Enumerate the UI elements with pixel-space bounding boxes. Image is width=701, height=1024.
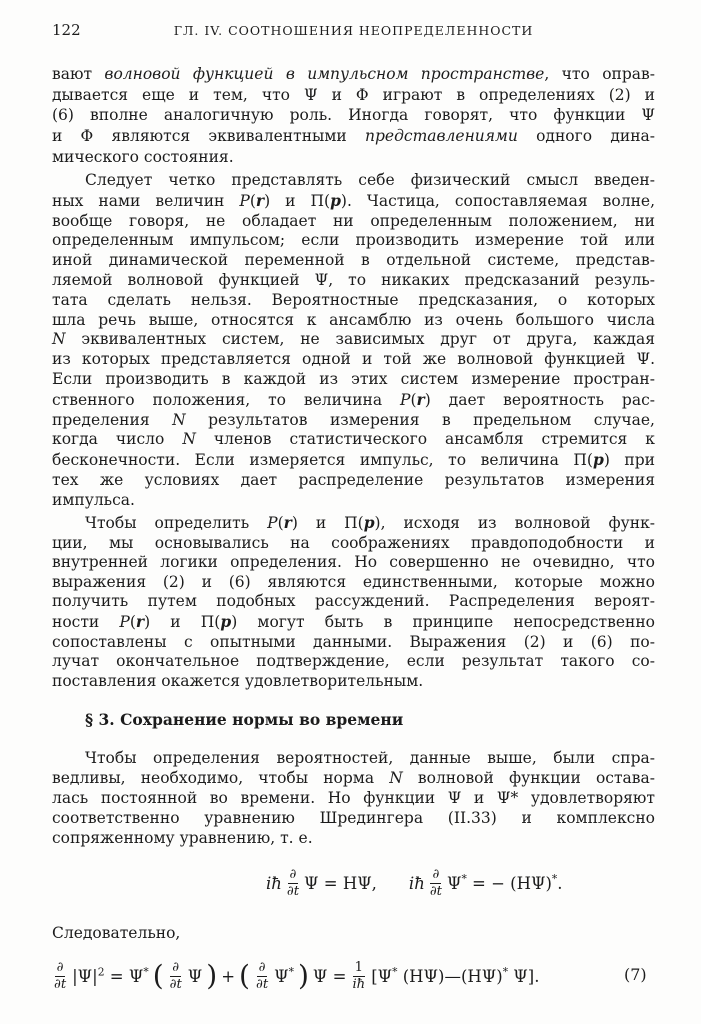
text-line: Чтобы определения вероятностей, данные выше, были спра-	[85, 749, 655, 767]
superscript: *	[502, 965, 509, 978]
math-vector: p	[220, 611, 232, 631]
text-segment: ) могут быть в принципе непосредственно	[231, 612, 656, 631]
fraction-denominator: ∂t	[256, 976, 269, 992]
text-line: выражения (2) и (6) являются единственными, которые можно	[52, 572, 655, 591]
text-segment: волновой функции остава-	[402, 769, 655, 787]
text-line	[52, 513, 655, 534]
superscript: 2	[97, 965, 105, 978]
text-line: сопоставлены с опытными данными. Выражения (2) и (6) по-	[52, 632, 655, 651]
text-segment: (	[129, 612, 136, 631]
superscript: *	[288, 965, 294, 978]
text-line: Следовательно,	[52, 924, 181, 942]
math-vector: r	[283, 513, 292, 532]
text-line: лучат окончательное подтверждение, если результат такого со-	[52, 652, 655, 671]
math-vector: r	[416, 389, 425, 409]
equation-term	[274, 967, 294, 986]
derivative-fraction	[285, 867, 301, 898]
equation-term	[447, 874, 563, 893]
math-symbol: N	[52, 330, 66, 349]
math-vector: p	[592, 450, 604, 470]
equation-term: iħ	[266, 873, 282, 893]
left-paren: (	[152, 958, 164, 992]
derivative-fraction	[52, 960, 68, 991]
text-segment: результатов измерения в предельном случае,	[185, 410, 655, 429]
fraction-numerator: ∂	[432, 867, 440, 883]
text-line	[52, 612, 655, 633]
section-heading: § 3. Сохранение нормы во времени	[85, 710, 404, 729]
text-line: импульса.	[52, 490, 135, 509]
text-segment: ) и Π(	[144, 612, 221, 631]
text-segment: ственного положения, то величина	[52, 390, 401, 409]
text-line: получить путем подобных рассуждений. Распределения вероят-	[52, 592, 655, 611]
text-segment: (	[410, 390, 417, 409]
text-line	[52, 390, 655, 411]
text-line	[52, 64, 655, 85]
plus-sign: +	[221, 966, 236, 986]
fraction-numerator: 1	[354, 960, 364, 976]
math-vector: p	[330, 190, 341, 210]
fraction-denominator: ∂t	[169, 976, 182, 992]
equation-term: Ψ =	[312, 966, 347, 986]
text-segment: ) при	[603, 451, 655, 470]
text-line: иной динамической переменной в отдельной системе, представ-	[52, 251, 655, 270]
equation-term: (HΨ)—(HΨ)	[402, 966, 503, 986]
superscript: *	[143, 965, 149, 978]
math-symbol: P	[267, 514, 278, 532]
text-segment: членов статистического ансамбля стремится к	[195, 430, 655, 449]
text-segment: ных нами величин	[52, 191, 240, 210]
running-title: ГЛ. IV. СООТНОШЕНИЯ НЕОПРЕДЕЛЕННОСТИ	[173, 23, 534, 38]
math-symbol: P	[400, 390, 411, 409]
text-segment: ведливы, необходимо, чтобы норма	[52, 769, 390, 787]
equation-term	[371, 967, 539, 986]
equation-term: Ψ = HΨ,	[304, 873, 377, 893]
text-segment: и Φ являются эквивалентными	[52, 127, 365, 146]
right-paren: )	[297, 958, 309, 992]
left-paren: (	[239, 958, 250, 992]
derivative-fraction	[254, 960, 270, 991]
superscript: *	[392, 965, 398, 978]
text-segment: пределения	[52, 410, 173, 429]
text-segment: ) и Π(	[291, 514, 364, 532]
math-symbol: P	[119, 612, 130, 631]
equation-term: Ψ	[274, 966, 289, 986]
text-line: Следует четко представлять себе физический смысл введен-	[85, 171, 655, 189]
equation-term: = − (HΨ)	[472, 873, 552, 893]
text-line: из которых представляется одной и той же волновой функцией Ψ.	[52, 350, 655, 369]
text-segment: Чтобы определить	[85, 514, 268, 532]
equation-term: = Ψ	[109, 966, 144, 986]
text-line: соответственно уравнению Шредингера (II.33) и комплексно	[52, 809, 655, 827]
text-segment: ), исходя из волновой функ-	[374, 514, 656, 532]
fraction-numerator: ∂	[56, 960, 64, 976]
fraction-denominator: ∂t	[286, 883, 300, 899]
text-line: дывается еще и тем, что Ψ и Φ играют в определениях (2) и	[52, 85, 655, 104]
italic-term: волновой функцией в импульсном пространстве	[104, 65, 545, 83]
math-symbol: N	[172, 410, 186, 429]
text-segment: когда число	[52, 430, 183, 449]
text-line: шла речь выше, относятся к ансамблю из очень большого числа	[52, 310, 655, 329]
fraction-denominator: iħ	[352, 976, 366, 992]
equation-number: (7)	[624, 965, 647, 984]
text-line	[52, 191, 655, 212]
fraction-numerator: ∂	[258, 960, 266, 976]
text-segment: эквивалентных систем, не зависимых друг от друга, каждая	[65, 330, 655, 349]
equation-term: .	[557, 873, 563, 893]
text-line: вообще говоря, не обладает ни определенным положением, ни	[52, 211, 655, 230]
math-symbol: N	[182, 430, 196, 449]
text-line: ляемой волновой функцией Ψ, то никаких предсказаний резуль-	[52, 270, 655, 289]
derivative-fraction	[428, 867, 444, 898]
text-line: внутренней логики определения. Но совершенно не очевидно, что	[52, 553, 655, 572]
equation-term: Ψ	[187, 966, 203, 986]
text-line: тата сделать нельзя. Вероятностные предсказания, о которых	[52, 290, 655, 309]
equation-term: |Ψ|	[72, 966, 98, 986]
text-line	[52, 450, 655, 471]
page-number: 122	[52, 21, 81, 39]
italic-term: представлениями	[365, 127, 518, 146]
math-vector: r	[135, 611, 145, 631]
equation-term: Ψ	[446, 873, 462, 893]
math-symbol: P	[239, 191, 250, 210]
text-segment: одного дина-	[517, 127, 656, 146]
text-line: поставления окажется удовлетворительным.	[52, 671, 424, 690]
right-paren: )	[206, 958, 218, 992]
text-line	[52, 411, 655, 431]
fraction-denominator: ∂t	[429, 883, 442, 899]
equation-term: [Ψ	[371, 966, 393, 986]
math-symbol: N	[389, 769, 403, 787]
text-segment: бесконечности. Если измеряется импульс, то величина Π(	[52, 451, 593, 470]
text-segment: (	[277, 514, 284, 532]
math-vector: r	[255, 190, 265, 210]
text-line	[52, 126, 655, 147]
text-segment: (	[249, 191, 256, 210]
text-segment: ности	[52, 612, 120, 631]
fraction-numerator: ∂	[289, 867, 297, 883]
text-segment: ) и Π(	[264, 191, 331, 210]
equation-schrodinger-pair	[266, 862, 563, 904]
text-line: тех же условиях дает распределение результатов измерения	[52, 470, 655, 489]
text-segment: , что оправ-	[544, 65, 655, 83]
superscript: *	[551, 872, 558, 885]
superscript: *	[461, 872, 467, 885]
derivative-fraction	[168, 960, 184, 991]
text-line: сопряженному уравнению, т. е.	[52, 829, 313, 847]
text-line: ции, мы основывались на соображениях правдоподобности и	[52, 533, 655, 552]
fraction-numerator: ∂	[172, 960, 180, 976]
paragraph	[52, 64, 655, 168]
text-line: Если производить в каждой из этих систем измерение простран-	[52, 369, 655, 388]
text-line: (6) вполне аналогичную роль. Иногда говорят, что функции Ψ	[52, 106, 655, 125]
text-segment: вают	[52, 65, 105, 83]
text-line: мического состояния.	[52, 147, 234, 166]
text-line: лась постоянной во времени. Но функции Ψ и Ψ* удовлетворяют	[52, 789, 655, 807]
fraction-denominator: ∂t	[54, 976, 67, 992]
paragraph	[52, 748, 655, 848]
paragraph	[52, 513, 655, 691]
text-line	[52, 768, 655, 788]
equation-7	[52, 953, 612, 999]
text-line	[52, 330, 655, 350]
text-line: определенным импульсом; если производить измерение той или	[52, 231, 655, 250]
paragraph	[52, 171, 655, 511]
text-segment: ) дает вероятность рас-	[424, 390, 655, 409]
text-line	[52, 430, 655, 450]
coefficient-fraction	[350, 960, 367, 991]
equation-term: Ψ].	[513, 966, 540, 986]
math-vector: p	[363, 513, 375, 532]
equation-term	[72, 967, 149, 986]
text-segment: ). Частица, сопоставляемая волне,	[340, 191, 656, 210]
equation-term: iħ	[408, 873, 425, 893]
